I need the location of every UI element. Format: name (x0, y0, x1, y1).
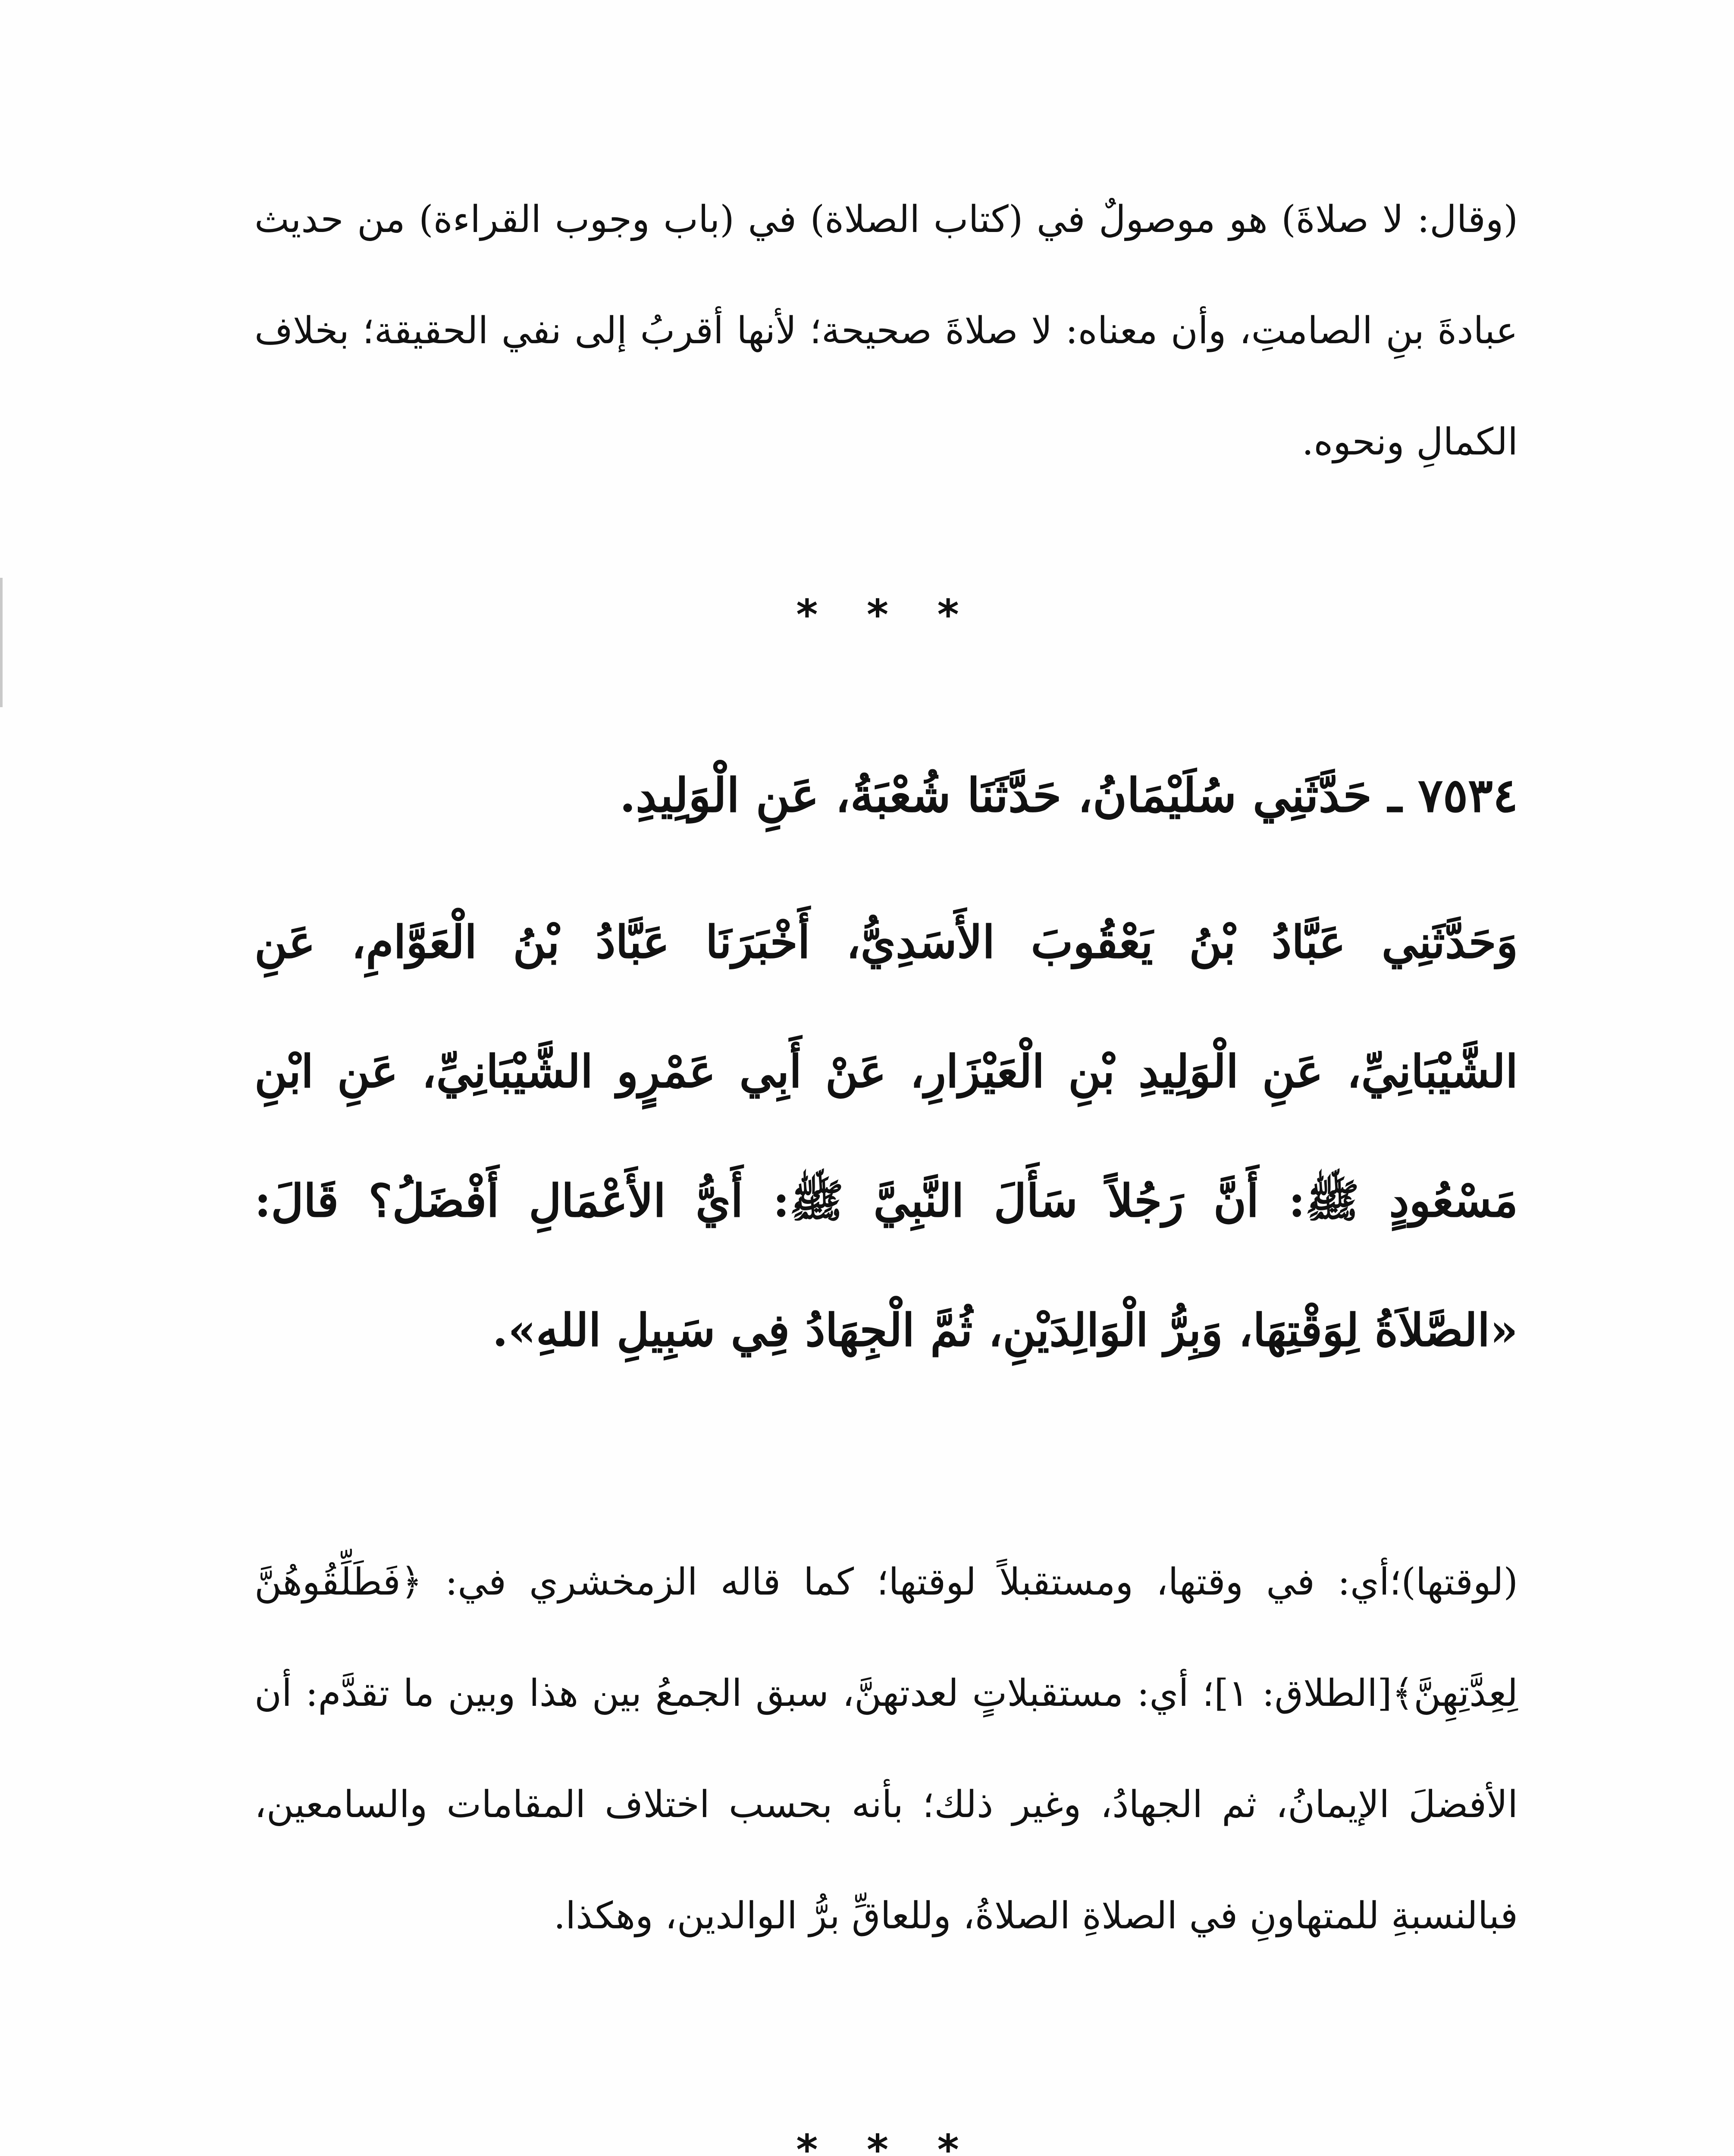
scan-edge-mark (0, 578, 3, 707)
commentary-paragraph-1: (وقال: لا صلاةَ) هو موصولٌ في (كتاب الصلاة) في (باب وجوب القراءة) من حديث عبادةَ بنِ الصامتِ، وأن معناه: لا صلاةَ صحيحة؛ لأنها أقربُ إلى نفي الحقيقة؛ بخلاف الكمالِ ونحوه. (254, 198, 1518, 464)
hadith-text: وَحَدَّثَنِي عَبَّادُ بْنُ يَعْقُوبَ الأَسَدِيُّ، أَخْبَرَنَا عَبَّادُ بْنُ الْعَوَّامِ، عَنِ الشَّيْبَانِيِّ، عَنِ الْوَلِيدِ بْنِ الْعَيْزَارِ، عَنْ أَبِي عَمْرٍو الشَّيْبَانِيِّ، عَنِ ابْنِ مَسْعُودٍ ﷺ: أَنَّ رَجُلاً سَأَلَ النَّبِيَّ ﷺ: أَيُّ الأَعْمَالِ أَفْضَلُ؟ قَالَ: «الصَّلاَةُ لِوَقْتِهَا، وَبِرُّ الْوَالِدَيْنِ، ثُمَّ الْجِهَادُ فِي سَبِيلِ اللهِ». (254, 915, 1518, 1357)
section-separator-1: * * * (796, 591, 976, 639)
section-separator-2: * * * (796, 2126, 976, 2156)
hadith-number-and-chain: ٧٥٣٤ ـ حَدَّثَنِي سُلَيْمَانُ، حَدَّثَنَا شُعْبَةُ، عَنِ الْوَلِيدِ. (619, 768, 1518, 823)
commentary-paragraph-2: (لوقتها)؛أي: في وقتها، ومستقبلاً لوقتها؛ كما قاله الزمخشري في: ﴿فَطَلِّقُوهُنَّ لِعِدَّتِهِنَّ﴾[الطلاق: ١]؛ أي: مستقبلاتٍ لعدتهنَّ، سبق الجمعُ بين هذا وبين ما تقدَّم: أن الأفضلَ الإيمانُ، ثم الجهادُ، وغير ذلك؛ بأنه بحسب اختلاف المقامات والسامعين، فبالنسبةِ للمتهاونِ في الصلاةِ الصلاةُ، وللعاقِّ برُّ الوالدين، وهكذا. (254, 1561, 1518, 1937)
